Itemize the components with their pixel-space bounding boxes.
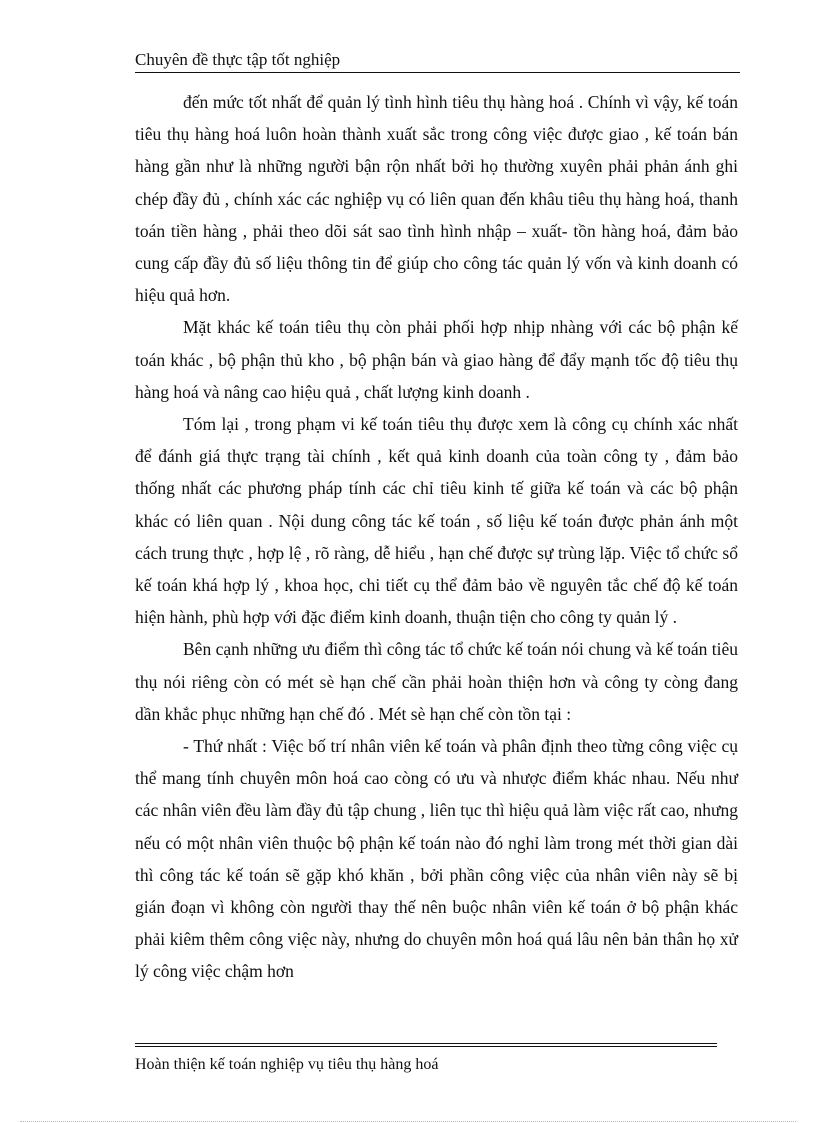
document-body: [135, 86, 738, 988]
paragraph-4: Bên cạnh những ưu điểm thì công tác tổ chức kế toán nói chung và kế toán tiêu thụ nói riêng còn có mét sè hạn chế cần phải hoàn thiện hơn và công ty còng đang dần khắc phục những hạn chế đó . Mét sè hạn chế còn tồn tại :: [135, 639, 738, 724]
page-bottom-edge: [20, 1121, 796, 1122]
page-header: [135, 48, 740, 73]
page-footer: [135, 1043, 717, 1077]
header-title: Chuyên đề thực tập tốt nghiệp: [135, 50, 341, 69]
footer-rule-bottom: [135, 1046, 717, 1047]
paragraph-5: - Thứ nhất : Việc bố trí nhân viên kế toán và phân định theo từng công việc cụ thể mang tính chuyên môn hoá cao còng có ưu và nhược điểm khác nhau. Nếu như các nhân viên đều làm đầy đủ tập chung , liên tục thì hiệu quả làm việc rất cao, nhưng nếu có một nhân viên thuộc bộ phận kế toán nào đó nghỉ làm trong mét thời gian dài thì công tác kế toán sẽ gặp khó khăn , bởi phần công việc của nhân viên này sẽ bị gián đoạn vì không còn người thay thế nên buộc nhân viên kế toán ở bộ phận khác phải kiêm thêm công việc này, nhưng do chuyên môn hoá quá lâu nên bản thân họ xử lý công việc chậm hơn: [135, 736, 738, 982]
paragraph-2: Mặt khác kế toán tiêu thụ còn phải phối hợp nhịp nhàng với các bộ phận kế toán khác , bộ phận thủ kho , bộ phận bán và giao hàng để đẩy mạnh tốc độ tiêu thụ hàng hoá và nâng cao hiệu quả , chất lượng kinh doanh .: [135, 317, 738, 402]
paragraph-1: đến mức tốt nhất để quản lý tình hình tiêu thụ hàng hoá . Chính vì vậy, kế toán tiêu thụ hàng hoá luôn hoàn thành xuất sắc trong công việc được giao , kế toán bán hàng gần như là những người bận rộn nhất bởi họ thường xuyên phải phản ánh ghi chép đầy đủ , chính xác các nghiệp vụ có liên quan đến khâu tiêu thụ hàng hoá, thanh toán tiền hàng , phải theo dõi sát sao tình hình nhập – xuất- tồn hàng hoá, đảm bảo cung cấp đầy đủ số liệu thông tin để giúp cho công tác quản lý vốn và kinh doanh có hiệu quả hơn.: [135, 92, 738, 306]
footer-title: Hoàn thiện kế toán nghiệp vụ tiêu thụ hàng hoá: [135, 1056, 439, 1073]
paragraph-3: Tóm lại , trong phạm vi kế toán tiêu thụ được xem là công cụ chính xác nhất để đánh giá thực trạng tài chính , kết quả kinh doanh của toàn công ty , đảm bảo thống nhất các phương pháp tính các chỉ tiêu kinh tế giữa kế toán và các bộ phận khác có liên quan . Nội dung công tác kế toán , số liệu kế toán được phản ánh một cách trung thực , hợp lệ , rõ ràng, dễ hiểu , hạn chế được sự trùng lặp. Việc tổ chức sổ kế toán khá hợp lý , khoa học, chi tiết cụ thể đảm bảo về nguyên tắc chế độ kế toán hiện hành, phù hợp với đặc điểm kinh doanh, thuận tiện cho công ty quản lý .: [135, 414, 738, 628]
footer-rule-top: [135, 1043, 717, 1044]
